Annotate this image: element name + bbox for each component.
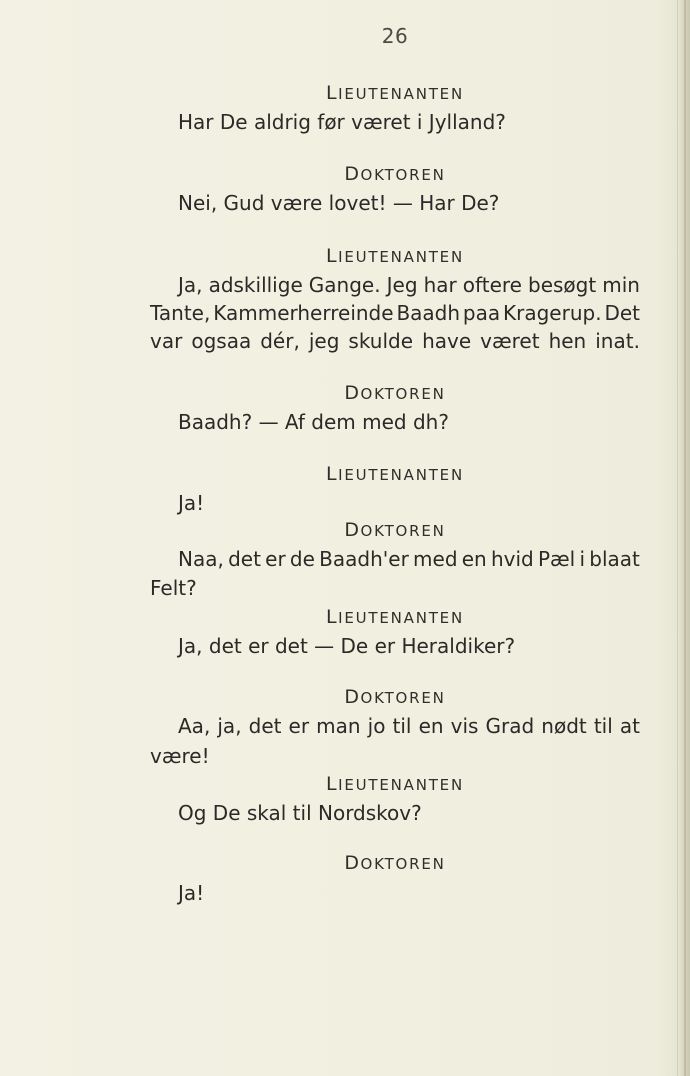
speaker-label: LIEUTENANTEN [326, 463, 464, 485]
speaker-label: LIEUTENANTEN [326, 606, 464, 628]
dialogue-line: Felt? [150, 576, 197, 600]
dialogue-line: Ja! [178, 491, 205, 515]
dialogue-line: Ja, det er det — De er Heraldiker? [178, 634, 516, 658]
speaker-label: LIEUTENANTEN [326, 245, 464, 267]
speaker-label: DOKTOREN [344, 163, 446, 185]
speaker-label: DOKTOREN [344, 382, 446, 404]
dialogue-line: Nei, Gud være lovet! — Har De? [178, 191, 500, 215]
speaker-label: DOKTOREN [344, 686, 446, 708]
speaker-name [0, 852, 690, 874]
speaker-label: LIEUTENANTEN [326, 82, 464, 104]
speaker-name [0, 245, 690, 267]
dialogue-line: Ja, adskillige Gange. Jeg har oftere besøgt min [178, 273, 640, 297]
speaker-name [0, 82, 690, 104]
speaker-label: DOKTOREN [344, 519, 446, 541]
speaker-name [0, 519, 690, 541]
speaker-name [0, 606, 690, 628]
page-number: 26 [381, 24, 409, 48]
dialogue-line: Tante, Kammerherreinde Baadh paa Kragerup. Det [150, 301, 640, 325]
dialogue-line: Har De aldrig før været i Jylland? [178, 110, 506, 134]
speaker-label: LIEUTENANTEN [326, 773, 464, 795]
dialogue-line: Og De skal til Nordskov? [178, 801, 422, 825]
dialogue-line: Ja! [178, 881, 205, 905]
speaker-name [0, 773, 690, 795]
speaker-name [0, 163, 690, 185]
speaker-label: DOKTOREN [344, 852, 446, 874]
dialogue-line: Baadh? — Af dem med dh? [178, 410, 449, 434]
speaker-name [0, 463, 690, 485]
dialogue-line: Aa, ja, det er man jo til en vis Grad nødt til at [178, 714, 640, 738]
dialogue-line: være! [150, 744, 210, 768]
speaker-name [0, 686, 690, 708]
speaker-name [0, 382, 690, 404]
dialogue-line: Naa, det er de Baadh'er med en hvid Pæl i blaat [178, 547, 640, 571]
dialogue-line: var ogsaa dér, jeg skulde have været hen inat. [150, 329, 640, 353]
